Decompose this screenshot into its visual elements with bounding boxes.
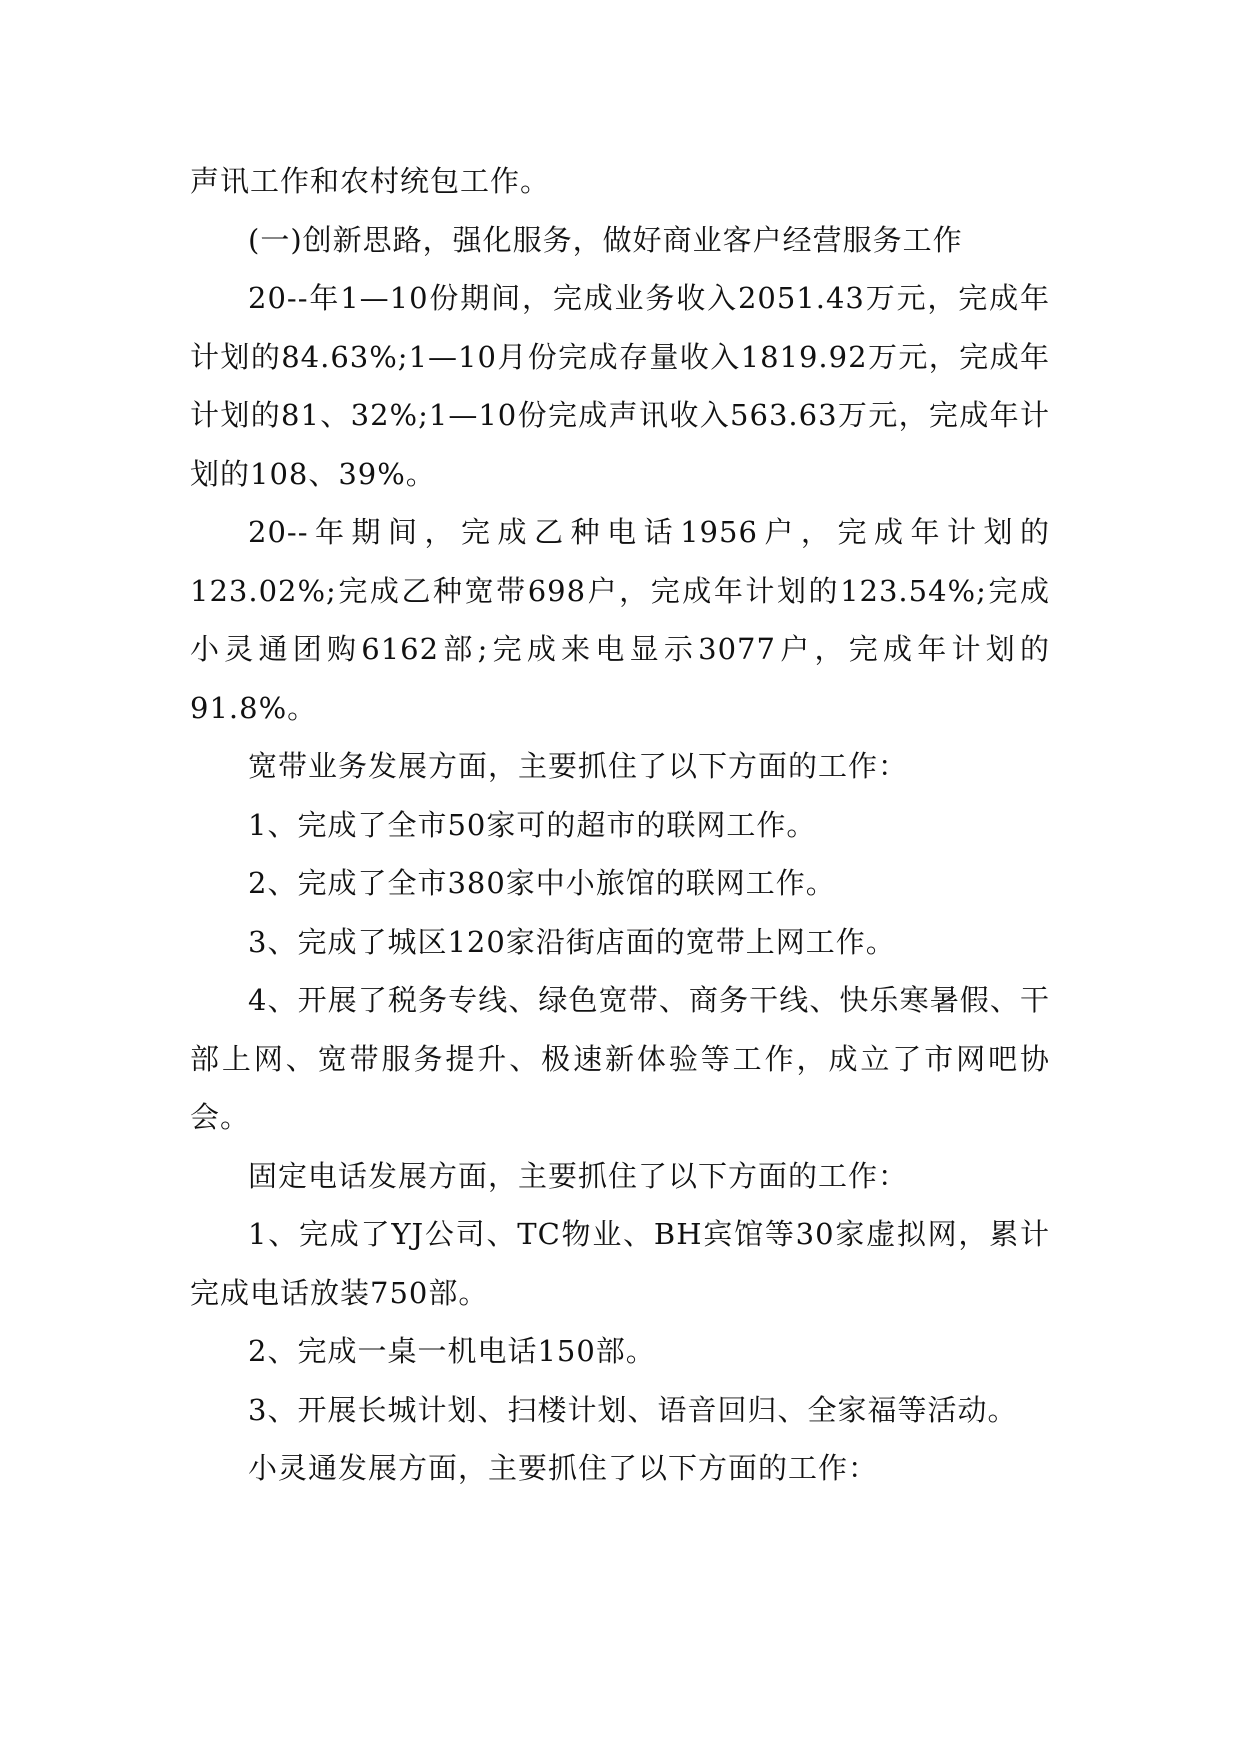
paragraph-subscriptions: 20--年期间，完成乙种电话1956户，完成年计划的123.02%;完成乙种宽带698户，完成年计划的123.54%;完成小灵通团购6162部;完成来电显示3077户，完成年计划的91.8%。 [190, 515, 1050, 725]
list-item-fixed-phone-3: 3、开展长城计划、扫楼计划、语音回归、全家福等活动。 [248, 1392, 1018, 1427]
paragraph-fixed-phone-intro: 固定电话发展方面，主要抓住了以下方面的工作： [248, 1158, 909, 1193]
paragraph-broadband-intro: 宽带业务发展方面，主要抓住了以下方面的工作： [248, 749, 909, 783]
list-item-fixed-phone-2: 2、完成一桌一机电话150部。 [248, 1334, 656, 1368]
document-body [190, 152, 1050, 1498]
list-item-broadband-3: 3、完成了城区120家沿街店面的宽带上网工作。 [248, 924, 896, 959]
list-item-broadband-1: 1、完成了全市50家可的超市的联网工作。 [248, 807, 817, 842]
paragraph-continuation: 声讯工作和农村统包工作。 [190, 164, 551, 198]
section-heading: (一)创新思路，强化服务，做好商业客户经营服务工作 [248, 222, 963, 257]
paragraph-revenue: 20--年1—10份期间，完成业务收入2051.43万元，完成年计划的84.63%;1—10月份完成存量收入1819.92万元，完成年计划的81、32%;1—10份完成声讯收入563.63万元，完成年计划的108、39%。 [190, 281, 1050, 491]
list-item-broadband-4: 4、开展了税务专线、绿色宽带、商务干线、快乐寒暑假、干部上网、宽带服务提升、极速新体验等工作，成立了市网吧协会。 [190, 983, 1050, 1134]
list-item-broadband-2: 2、完成了全市380家中小旅馆的联网工作。 [248, 866, 836, 900]
paragraph-phs-intro: 小灵通发展方面，主要抓住了以下方面的工作： [248, 1451, 879, 1485]
list-item-fixed-phone-1: 1、完成了YJ公司、TC物业、BH宾馆等30家虚拟网，累计完成电话放装750部。 [190, 1217, 1050, 1310]
